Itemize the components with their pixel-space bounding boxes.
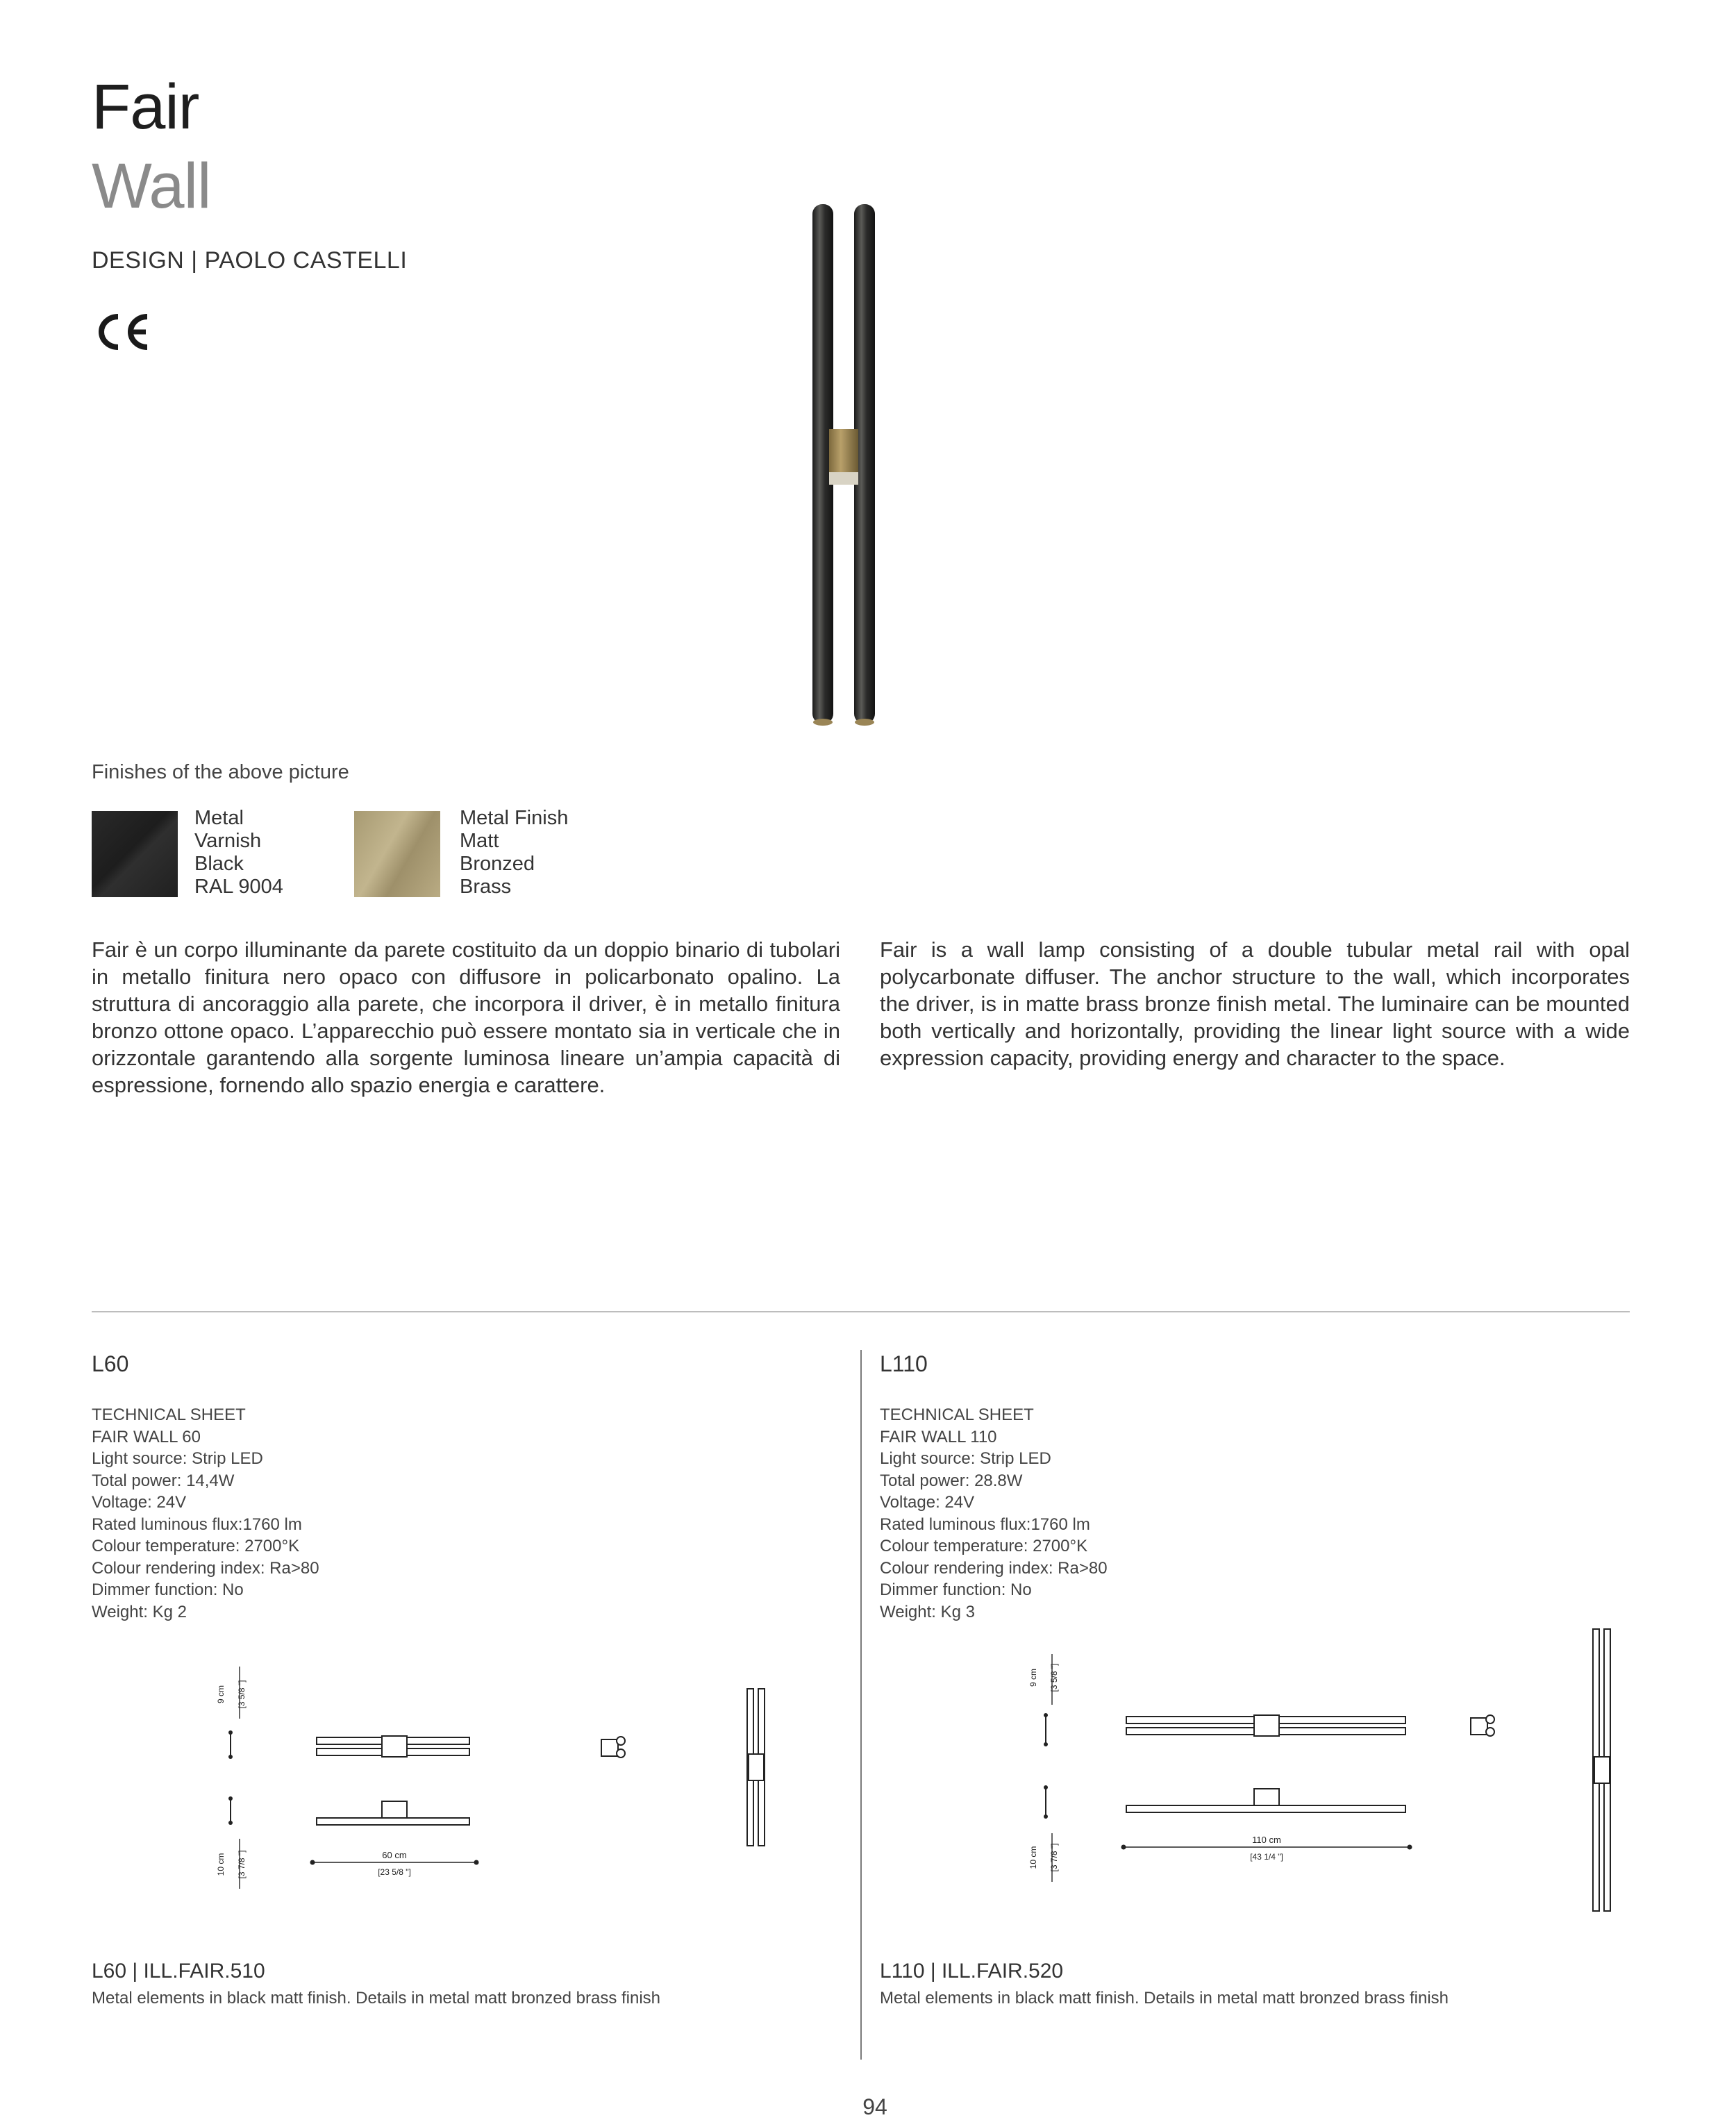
product-code-l110: L110 | ILL.FAIR.520 bbox=[880, 1960, 1064, 1983]
finish-label-brass: Metal Finish Matt Bronzed Brass bbox=[460, 807, 569, 898]
dim-height-bottom-l110: 10 cm bbox=[1028, 1846, 1038, 1869]
technical-drawing-l60 bbox=[208, 1653, 785, 1903]
finish-description-l110: Metal elements in black matt finish. Details in metal matt bronzed brass finish bbox=[880, 1989, 1449, 2008]
tech-sheet-l60: TECHNICAL SHEET FAIR WALL 60 Light source: Strip LED Total power: 14,4W Voltage: 24V Rated luminous flux:1760 lm Colour temperature: 2700°K Colour rendering index: Ra>80 Dimmer function: No Weight: Kg 2 bbox=[92, 1405, 319, 1621]
dim-height-bottom-in-l60: [3 7/8 "] bbox=[237, 1850, 247, 1879]
finishes-title: Finishes of the above picture bbox=[92, 761, 349, 783]
product-code-l60: L60 | ILL.FAIR.510 bbox=[92, 1960, 265, 1983]
dim-height-bottom-in-l110: [3 7/8 "] bbox=[1049, 1843, 1059, 1872]
finish-swatch-black bbox=[92, 811, 178, 897]
product-subtitle: Wall bbox=[92, 151, 211, 222]
product-photo bbox=[799, 200, 889, 728]
technical-drawing-l110 bbox=[1021, 1618, 1632, 1917]
section-divider bbox=[92, 1311, 1630, 1312]
designer-credit: DESIGN | PAOLO CASTELLI bbox=[92, 247, 408, 274]
dim-height-top-l110: 9 cm bbox=[1028, 1668, 1038, 1687]
dim-height-top-in-l60: [3 5/8 "] bbox=[237, 1680, 247, 1709]
dim-length-in-l60: [23 5/8 "] bbox=[378, 1867, 411, 1877]
dim-height-bottom-l60: 10 cm bbox=[216, 1853, 226, 1876]
column-divider bbox=[860, 1350, 862, 2060]
finish-description-l60: Metal elements in black matt finish. Details in metal matt bronzed brass finish bbox=[92, 1989, 661, 2008]
finish-label-black: Metal Varnish Black RAL 9004 bbox=[194, 807, 283, 898]
model-name-l110: L110 bbox=[880, 1351, 928, 1376]
page-number: 94 bbox=[862, 2094, 887, 2119]
dim-length-l60: 60 cm bbox=[382, 1850, 407, 1860]
dim-height-top-l60: 9 cm bbox=[216, 1685, 226, 1704]
ce-mark-icon bbox=[92, 310, 151, 354]
dim-length-in-l110: [43 1/4 "] bbox=[1250, 1852, 1283, 1862]
tech-sheet-l110: TECHNICAL SHEET FAIR WALL 110 Light source: Strip LED Total power: 28.8W Voltage: 24V Rated luminous flux:1760 lm Colour temperature: 2700°K Colour rendering index: Ra>80 Dimmer function: No Weight: Kg 3 bbox=[880, 1405, 1108, 1621]
description-italian: Fair è un corpo illuminante da parete costituito da un doppio binario di tubolari in metallo finitura nero opaco con diffusore in policarbonato opalino. La struttura di ancoraggio alla parete, che incorpora il driver, è in metallo finitura bronzo ottone opaco. L’apparecchio può essere montato sia in verticale che in orizzontale garantendo alla sorgente luminosa lineare un’ampia capacità di espressione, fornendo allo spazio energia e carattere. bbox=[92, 937, 840, 1097]
dim-length-l110: 110 cm bbox=[1252, 1835, 1281, 1845]
finish-swatch-brass bbox=[354, 811, 440, 897]
product-title: Fair bbox=[92, 72, 199, 142]
description-english: Fair is a wall lamp consisting of a double tubular metal rail with opal polycarbonate diffuser. The anchor structure to the wall, which incorporates the driver, is in matte brass bronze finish metal. The luminaire can be mounted both vertically and horizontally, providing the linear light source with a wide expression capacity, providing energy and character to the space. bbox=[880, 937, 1630, 1070]
dim-height-top-in-l110: [3 5/8 "] bbox=[1049, 1663, 1059, 1692]
model-name-l60: L60 bbox=[92, 1351, 129, 1376]
